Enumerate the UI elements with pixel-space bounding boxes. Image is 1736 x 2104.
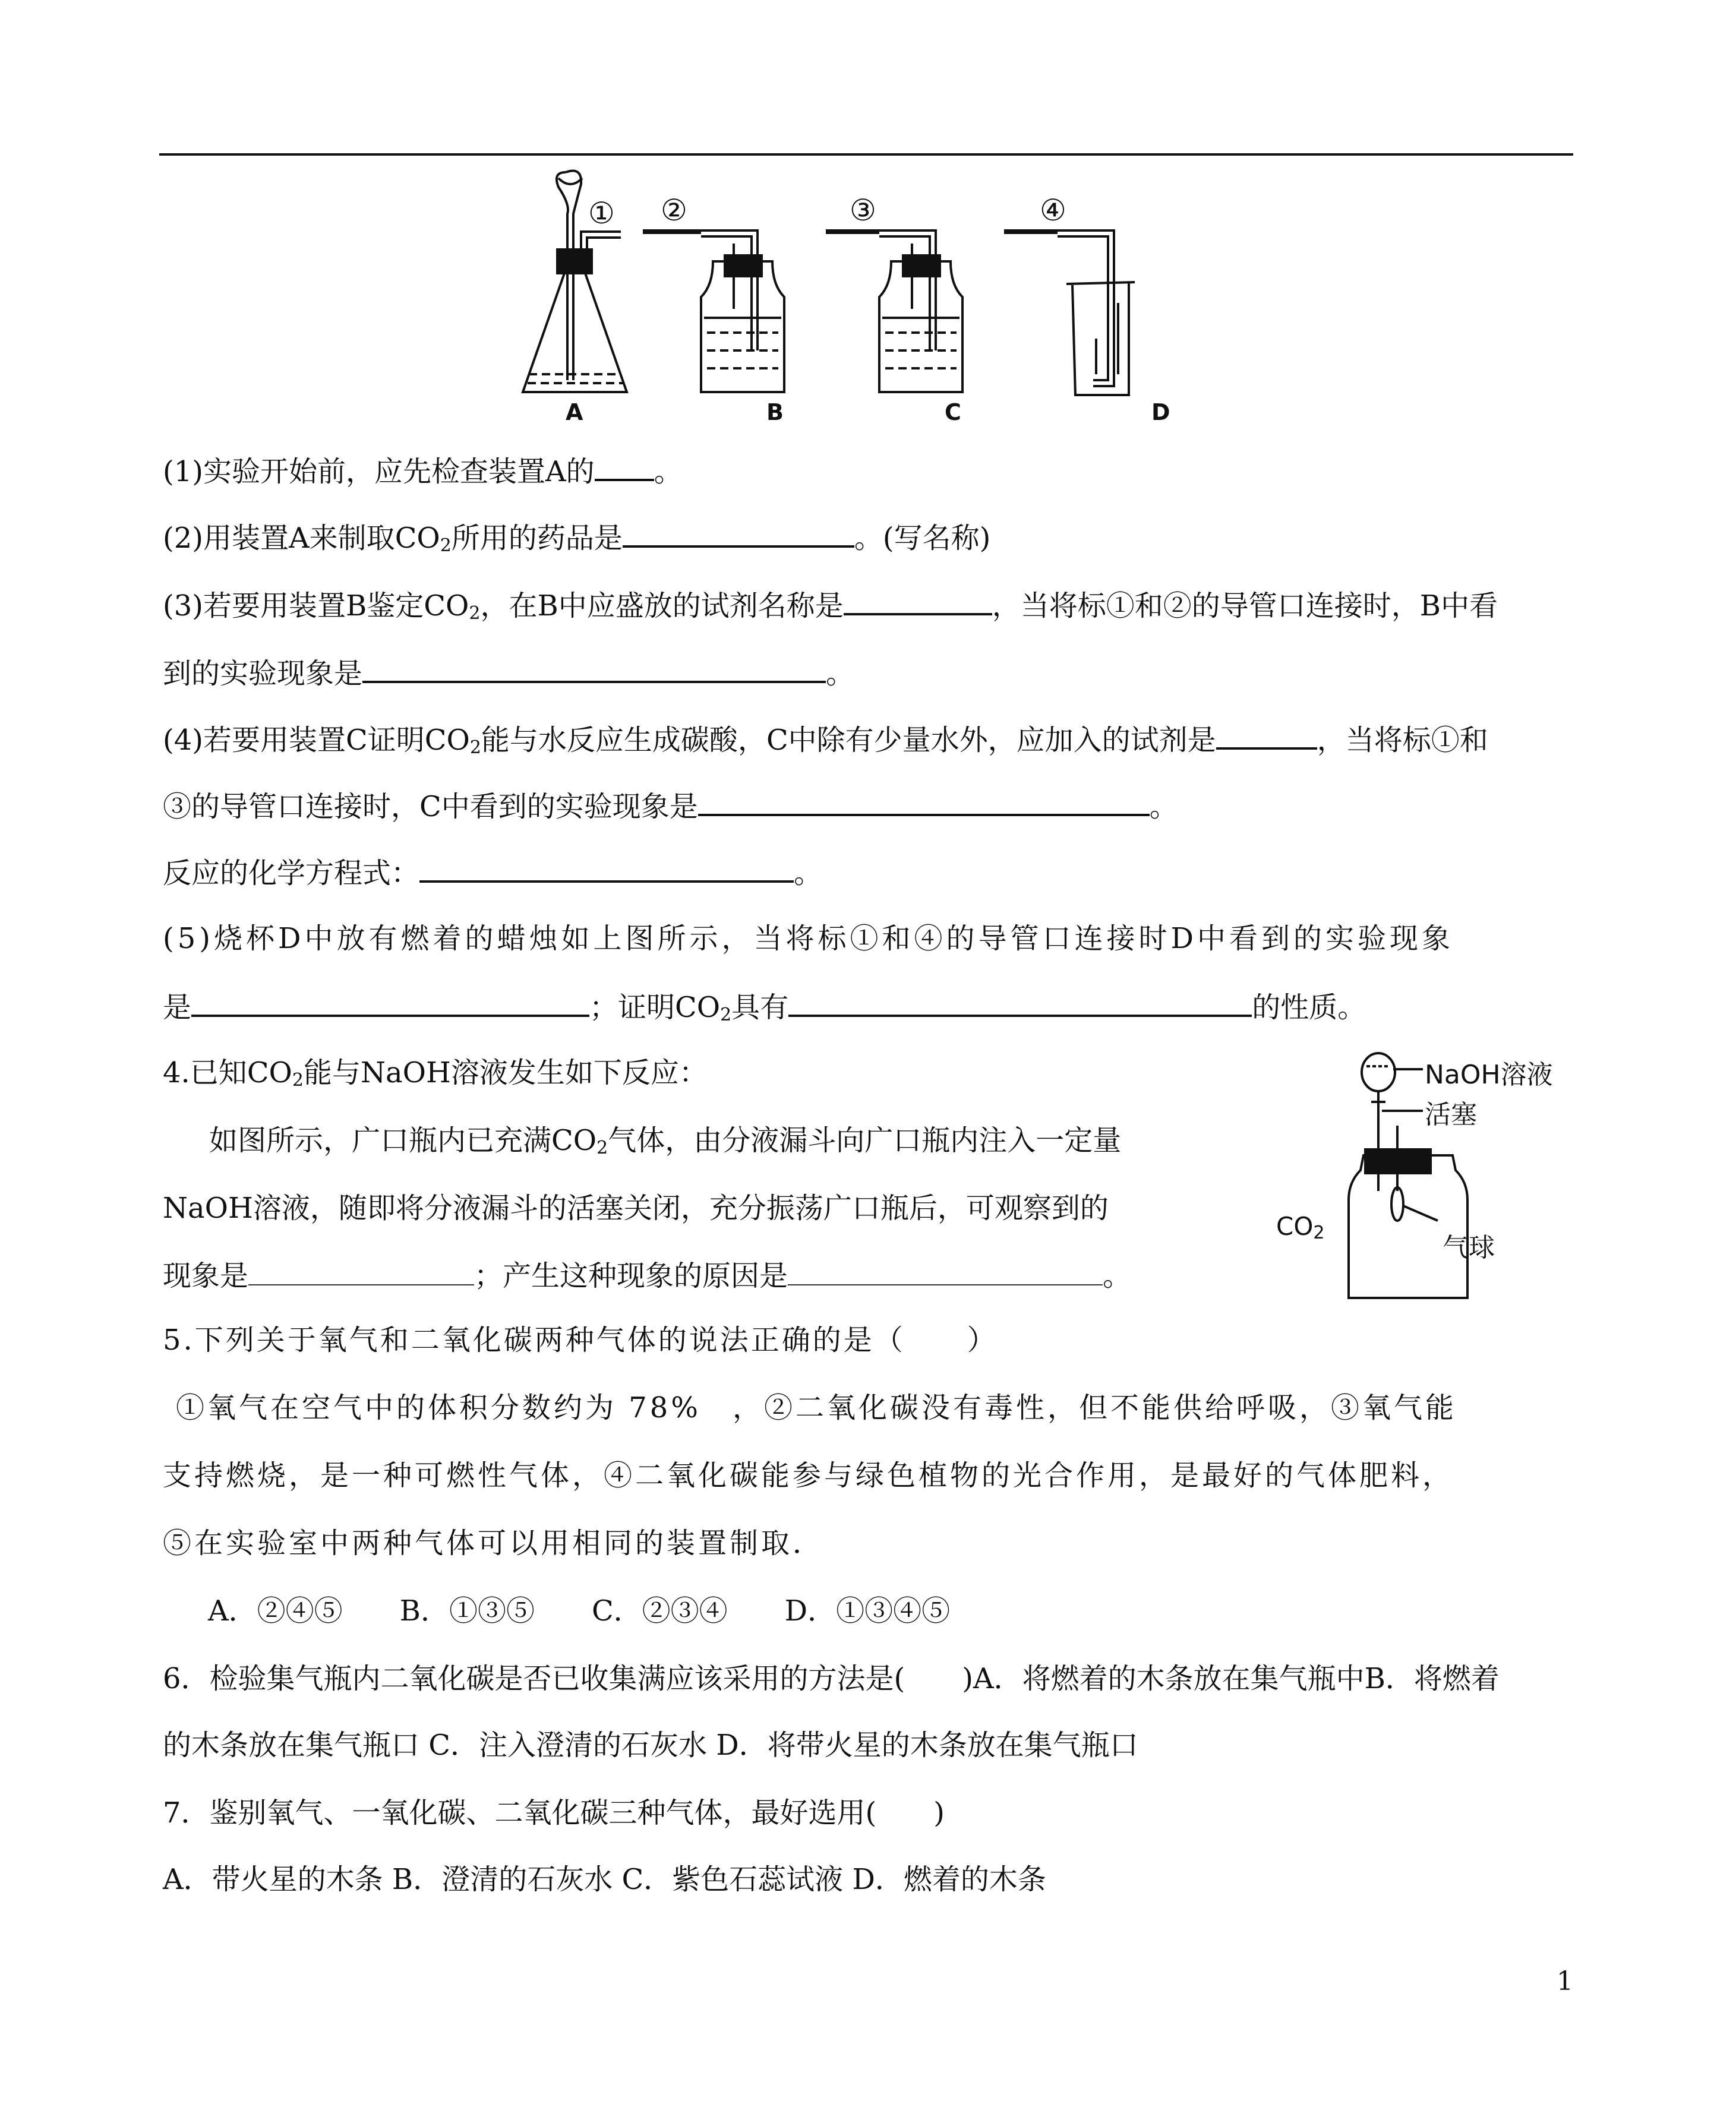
label-a: A [566,399,583,425]
blank[interactable] [844,586,992,615]
tube-number-3: ③ [850,193,876,228]
q5-statement-2: 支持燃烧，是一种可燃性气体，④二氧化碳能参与绿色植物的光合作用，是最好的气体肥料， [163,1459,1454,1492]
q3-part4-equation: 反应的化学方程式： 。 [163,853,822,891]
q5-options: A．②④⑤ B．①③⑤ C．②③④ D．①③④⑤ [208,1594,951,1628]
label-d: D [1151,399,1170,425]
label-c: C [945,399,961,425]
blank[interactable] [788,987,1252,1017]
tube-number-1: ① [588,196,615,230]
q3-part5-cont: 是 ；证明$CO_2$具有 的性质。 [163,987,1366,1025]
q3-part4-cont: ③的导管口连接时，C中看到的实验现象是 。 [163,786,1178,824]
q3-part3: (3)若要用装置B鉴定$CO_2$，在B中应盛放的试剂名称是 ，当将标①和②的导管口连接时，B中看 [163,586,1498,624]
q5-stem: 5.下列关于氧气和二氧化碳两种气体的说法正确的是（ ） [163,1323,998,1357]
tube-number-2: ② [661,193,687,228]
q5-statement-1: ①氧气在空气中的体积分数约为 78% ，②二氧化碳没有毒性，但不能供给呼吸，③氧气能 [176,1391,1457,1424]
q3-part1: (1)实验开始前，应先检查装置A的 。 [163,451,683,489]
q3-part5: (5)烧杯D中放有燃着的蜡烛如上图所示，当将标①和④的导管口连接时D中看到的实验现象 [163,922,1454,955]
q4-stem: 4.已知$CO_2$能与NaOH溶液发生如下反应： [163,1056,708,1091]
label-b: B [766,399,784,425]
balloon-label: 气球 [1443,1233,1495,1263]
blank[interactable] [623,518,854,548]
blank[interactable] [698,786,1150,816]
q7-stem: 7．鉴别氧气、一氧化碳、二氧化碳三种气体，最好选用( ) [163,1796,945,1830]
blank[interactable] [595,451,654,481]
q4-line4: 现象是 ；产生这种现象的原因是 。 [163,1257,1131,1294]
blank[interactable] [362,653,826,683]
blank[interactable] [1216,720,1317,750]
co2-label: $CO_2$ [1276,1212,1325,1243]
q4-line2: 如图所示，广口瓶内已充满$CO_2$气体，由分液漏斗向广口瓶内注入一定量 [209,1124,1122,1158]
page-number: 1 [1557,1966,1573,1996]
q7-options: A．带火星的木条 B．澄清的石灰水 C．紫色石蕊试液 D．燃着的木条 [163,1863,1046,1896]
header-rule [159,153,1573,156]
q3-part2: (2)用装置A来制取$CO_2$所用的药品是 。(写名称) [163,518,990,556]
blank[interactable] [419,853,794,883]
blank[interactable] [248,1257,474,1285]
q5-statement-3: ⑤在实验室中两种气体可以用相同的装置制取． [163,1527,825,1560]
valve-label: 活塞 [1425,1100,1477,1130]
q3-part4: (4)若要用装置C证明$CO_2$能与水反应生成碳酸，C中除有少量水外，应加入的试剂是 ，当将标①和 [163,720,1488,758]
q3-part3-cont: 到的实验现象是 。 [163,653,854,691]
tube-number-4: ④ [1040,193,1066,228]
naoh-label: NaOH溶液 [1425,1060,1553,1090]
blank[interactable] [788,1257,1103,1285]
q6-line1: 6．检验集气瓶内二氧化碳是否已收集满应该采用的方法是( )A．将燃着的木条放在集气瓶中B．将燃着 [163,1662,1500,1695]
blank[interactable] [191,987,589,1017]
q6-line2: 的木条放在集气瓶口 C．注入澄清的石灰水 D．将带火星的木条放在集气瓶口 [163,1729,1138,1762]
q4-line3: NaOH溶液，随即将分液漏斗的活塞关闭，充分振荡广口瓶后，可观察到的 [163,1192,1109,1225]
